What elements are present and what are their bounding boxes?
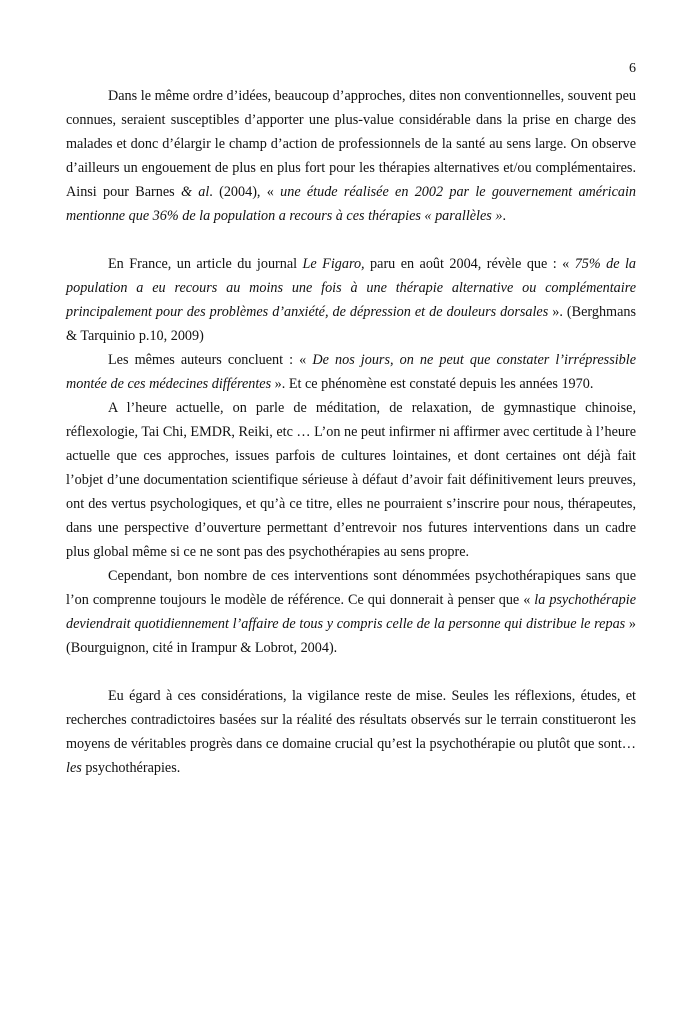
text-segment: .	[502, 208, 507, 224]
italic-text-segment: De nos jours, on ne peut que constater l’irrépressible montée de ces médecines différentes	[66, 352, 636, 392]
paragraph-unconventional-approaches	[66, 84, 636, 228]
italic-text-segment: la psychothérapie deviendrait quotidiennement l’affaire de tous y compris celle de la personne qui distribue le repas	[66, 592, 636, 632]
italic-text-segment: Le Figaro,	[302, 256, 365, 272]
text-segment: paru en août 2004, révèle que : «	[364, 256, 575, 272]
italic-text-segment: les	[66, 760, 82, 776]
paragraph-conclusion	[66, 684, 636, 780]
paragraph-psychotherapeutic-interventions	[66, 564, 636, 660]
text-segment: Dans le même ordre d’idées, beaucoup d’approches, dites non conventionnelles, souvent peu connues, seraient susceptibles d’apporter une plus-value considérable dans la prise en charge des malades et donc d’élargir le champ d’action de professionnels de la santé au sens large. On observe d’ailleurs un engouement de plus en plus fort pour les thérapies alternatives et/ou complémentaires. Ainsi pour Barnes	[66, 88, 636, 200]
italic-text-segment: une étude réalisée en 2002 par le gouvernement américain mentionne que 36% de la population a recours à ces thérapies « parallèles »	[66, 184, 636, 224]
page-number: 6	[629, 61, 636, 76]
text-segment: Eu égard à ces considérations, la vigilance reste de mise. Seules les réflexions, études, et recherches contradictoires basées sur la réalité des résultats observés sur le terrain constitueront les moyens de véritables progrès dans ce domaine crucial qu’est la psychothérapie ou plutôt que sont…	[66, 688, 636, 752]
document-body	[66, 84, 636, 780]
text-segment: ». (Berghmans & Tarquinio p.10, 2009)	[66, 304, 636, 344]
text-segment: psychothérapies.	[81, 760, 181, 776]
text-segment: Les mêmes auteurs concluent : «	[108, 352, 313, 368]
text-segment: » (Bourguignon, cité in Irampur & Lobrot, 2004).	[66, 616, 636, 656]
paragraph-le-figaro	[66, 252, 636, 348]
text-segment: ». Et ce phénomène est constaté depuis les années 1970.	[271, 376, 594, 392]
text-segment: A l’heure actuelle, on parle de méditation, de relaxation, de gymnastique chinoise, réflexologie, Tai Chi, EMDR, Reiki, etc … L’on ne peut infirmer ni affirmer avec certitude à l’heure actuelle que ces approches, issues parfois de cultures lointaines, et dont certaines ont déjà fait l’objet d’une documentation scientifique sérieuse à défaut d’avoir fait définitivement leurs preuves, ont des vertus psychologiques, et qu’à ce titre, elles ne pourraient s’inscrire pour nous, thérapeutes, dans une perspective d’ouverture permettant d’entrevoir nos futures interventions dans un cadre plus global même si ce ne sont pas des psychothérapies au sens propre.	[66, 400, 636, 560]
text-segment: . (2004), «	[209, 184, 281, 200]
text-segment: Cependant, bon nombre de ces interventions sont dénommées psychothérapiques sans que l’on comprenne toujours le modèle de référence. Ce qui donnerait à penser que «	[66, 568, 636, 608]
text-segment: En France, un article du journal	[108, 256, 303, 272]
paragraph-same-authors	[66, 348, 636, 396]
italic-text-segment: & al	[180, 184, 210, 200]
italic-text-segment: 75% de la population a eu recours au moins une fois à une thérapie alternative ou complémentaire principalement pour des problèmes d’anxiété, de dépression et de douleurs dorsales	[66, 256, 636, 320]
paragraph-current-practices	[66, 396, 636, 564]
